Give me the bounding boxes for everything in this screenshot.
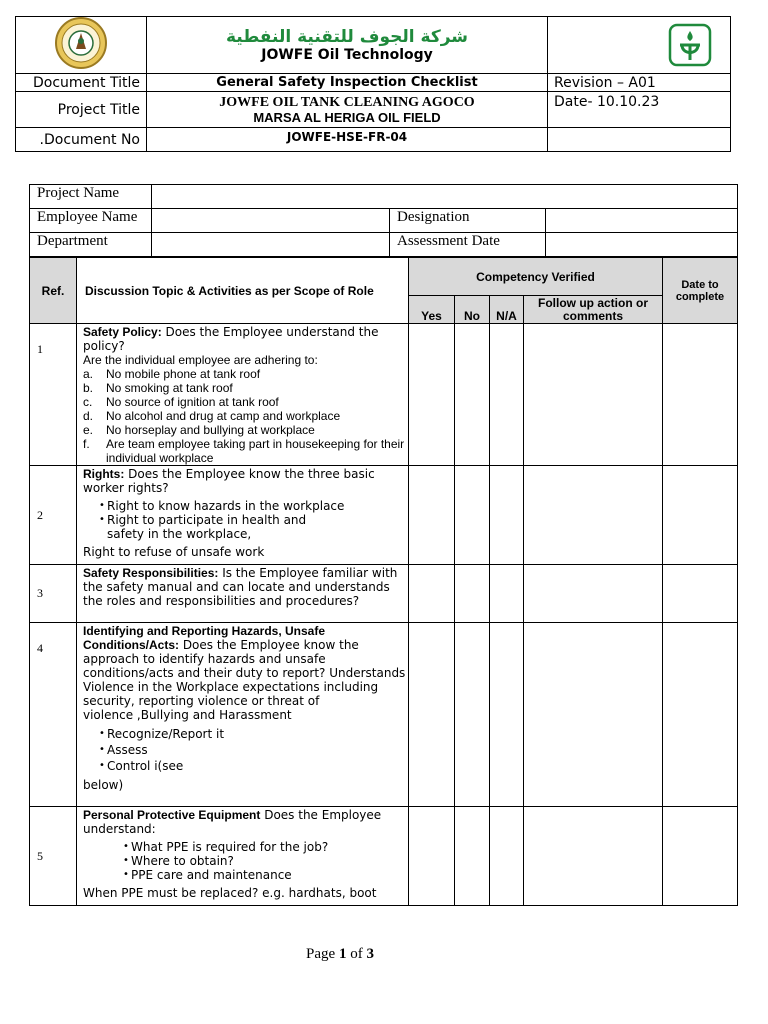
company-name-arabic: شركة الجوف للتقنية النفطية	[226, 27, 468, 47]
cell-date-to-complete[interactable]	[663, 623, 738, 807]
col-header-date-to-complete: Date to complete	[663, 258, 738, 324]
page-total: 3	[366, 946, 374, 962]
cell-no[interactable]	[455, 807, 490, 906]
cell-no[interactable]	[455, 466, 490, 565]
list-item	[83, 423, 406, 437]
col-header-follow-up: Follow up action or comments	[524, 296, 663, 324]
item-text: No smoking at tank roof	[106, 381, 233, 395]
list-item	[83, 381, 406, 395]
document-title-label: Document Title	[16, 74, 147, 92]
list-item: • Right to participate in health and safety in the workplace,	[83, 513, 406, 541]
list-item: • Where to obtain?	[83, 854, 406, 868]
cell-follow-up[interactable]	[524, 807, 663, 906]
page-of: of	[346, 946, 367, 962]
table-row	[30, 565, 738, 623]
cell-yes[interactable]	[409, 807, 455, 906]
document-header	[15, 16, 731, 152]
topic-text: Does the Employee know the three basic worker rights?	[83, 467, 375, 495]
project-title-line1: JOWFE OIL TANK CLEANING AGOCO	[219, 94, 475, 110]
topic-bullet-list	[83, 726, 406, 774]
topic-lead: Personal Protective Equipment	[83, 808, 261, 822]
cell-na[interactable]	[490, 466, 524, 565]
department-field[interactable]	[152, 233, 390, 257]
topic-tail: below)	[83, 778, 124, 792]
row-topic	[77, 324, 409, 466]
page-current: 1	[338, 946, 347, 962]
project-title-label: Project Title	[16, 92, 147, 128]
empty-header-cell	[548, 128, 731, 152]
cell-no[interactable]	[455, 565, 490, 623]
row-ref: 3	[30, 565, 77, 623]
project-title-value	[147, 92, 548, 128]
cell-na[interactable]	[490, 807, 524, 906]
list-item: • Control i(see	[83, 758, 406, 774]
row-topic	[77, 565, 409, 623]
cell-na[interactable]	[490, 623, 524, 807]
checklist-table	[29, 257, 738, 906]
list-item	[83, 437, 406, 465]
list-item	[83, 395, 406, 409]
list-item	[83, 367, 406, 381]
item-text: No alcohol and drug at camp and workplace	[106, 409, 341, 423]
row-topic	[77, 466, 409, 565]
employee-name-field[interactable]	[152, 209, 390, 233]
col-header-competency: Competency Verified	[409, 258, 663, 296]
item-letter: d.	[83, 409, 94, 423]
col-header-yes: Yes	[409, 296, 455, 324]
topic-sub-list	[83, 353, 406, 465]
list-item: • What PPE is required for the job?	[83, 840, 406, 854]
cell-yes[interactable]	[409, 565, 455, 623]
cell-yes[interactable]	[409, 324, 455, 466]
row-ref: 5	[30, 807, 77, 906]
col-header-ref: Ref.	[30, 258, 77, 324]
item-text: No mobile phone at tank roof	[106, 367, 261, 381]
item-letter: c.	[83, 395, 93, 409]
assessment-date-field[interactable]	[546, 233, 738, 257]
page-footer	[0, 946, 680, 963]
cell-yes[interactable]	[409, 466, 455, 565]
topic-text: Is the Employee familiar with the safety manual and can locate and understands the roles and responsibilities and procedures?	[83, 566, 398, 608]
list-item: • Recognize/Report it	[83, 726, 406, 742]
employee-info-table	[29, 184, 738, 257]
date-value: Date- 10.10.23	[548, 92, 731, 128]
cell-no[interactable]	[455, 623, 490, 807]
row-ref: 4	[30, 623, 77, 807]
topic-lead: Safety Policy:	[83, 325, 162, 339]
col-header-no: No	[455, 296, 490, 324]
topic-text: Does the Employee understand:	[83, 808, 382, 836]
topic-text: Does the Employee understand the policy?	[83, 325, 379, 353]
item-letter: e.	[83, 423, 94, 437]
cell-na[interactable]	[490, 565, 524, 623]
company-name-cell	[147, 17, 548, 74]
cell-follow-up[interactable]	[524, 565, 663, 623]
row-topic	[77, 807, 409, 906]
page-prefix: Page	[306, 946, 339, 962]
jowfe-brand-icon	[668, 23, 712, 67]
sub-intro-text: Are the individual employee are adhering to:	[83, 353, 318, 367]
assessment-date-label: Assessment Date	[390, 233, 546, 257]
project-name-field[interactable]	[152, 185, 738, 209]
topic-tail: When PPE must be replaced? e.g. hardhats, boot	[83, 886, 377, 900]
cell-na[interactable]	[490, 324, 524, 466]
document-title-value: General Safety Inspection Checklist	[147, 74, 548, 92]
cell-follow-up[interactable]	[524, 324, 663, 466]
company-seal-logo	[52, 17, 110, 69]
cell-yes[interactable]	[409, 623, 455, 807]
document-no-label: .Document No	[16, 128, 147, 152]
designation-label: Designation	[390, 209, 546, 233]
cell-date-to-complete[interactable]	[663, 324, 738, 466]
item-letter: a.	[83, 367, 94, 381]
document-no-value: JOWFE-HSE-FR-04	[147, 128, 548, 152]
topic-lead: Identifying and Reporting Hazards, Unsafe Conditions/Acts:	[83, 624, 326, 652]
topic-bullet-list	[83, 840, 406, 882]
cell-follow-up[interactable]	[524, 623, 663, 807]
topic-text: Does the Employee know the approach to identify hazards and unsafe conditions/acts and their duty to report? Understands Violence in the Workplace expectations including security, reporting violence or threat of	[83, 638, 406, 708]
topic-text-2: violence ,Bullying and Harassment	[83, 708, 292, 722]
item-text: No horseplay and bullying at workplace	[106, 423, 315, 437]
topic-lead: Rights:	[83, 467, 125, 481]
project-title-line2: MARSA AL HERIGA OIL FIELD	[253, 109, 441, 125]
table-row	[30, 466, 738, 565]
topic-sub-intro	[83, 353, 406, 367]
row-ref: 1	[30, 324, 77, 466]
table-row	[30, 324, 738, 466]
list-item: • PPE care and maintenance	[83, 868, 406, 882]
list-item: • Right to know hazards in the workplace	[83, 499, 406, 513]
list-item: • Assess	[83, 742, 406, 758]
logo-cell	[16, 17, 147, 74]
list-item	[83, 409, 406, 423]
project-name-label: Project Name	[30, 185, 152, 209]
col-header-na: N/A	[490, 296, 524, 324]
col-header-topic: Discussion Topic & Activities as per Scope of Role	[77, 258, 409, 324]
cell-date-to-complete[interactable]	[663, 565, 738, 623]
item-letter: f.	[83, 437, 90, 451]
cell-no[interactable]	[455, 324, 490, 466]
employee-name-label: Employee Name	[30, 209, 152, 233]
item-letter: b.	[83, 381, 94, 395]
designation-field[interactable]	[546, 209, 738, 233]
department-label: Department	[30, 233, 152, 257]
table-row	[30, 623, 738, 807]
row-ref: 2	[30, 466, 77, 565]
cell-date-to-complete[interactable]	[663, 466, 738, 565]
revision-value: Revision – A01	[548, 74, 731, 92]
cell-date-to-complete[interactable]	[663, 807, 738, 906]
item-text: No source of ignition at tank roof	[106, 395, 279, 409]
row-topic	[77, 623, 409, 807]
table-row	[30, 807, 738, 906]
company-name-english: JOWFE Oil Technology	[261, 47, 433, 63]
item-text: Are team employee taking part in housekeeping for their individual workplace	[106, 437, 405, 465]
topic-tail: Right to refuse of unsafe work	[83, 545, 265, 559]
topic-bullet-list	[83, 499, 406, 541]
topic-lead: Safety Responsibilities:	[83, 566, 219, 580]
cell-follow-up[interactable]	[524, 466, 663, 565]
brand-icon-cell	[548, 17, 731, 74]
